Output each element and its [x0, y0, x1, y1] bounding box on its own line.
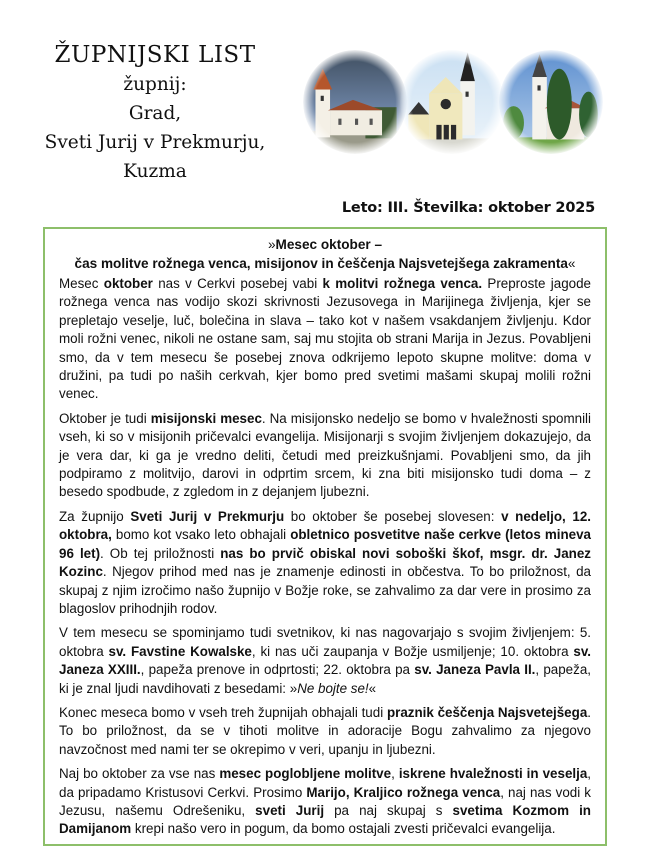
text-run: , naj nas vodi k Jezusu, našemu Odrešeniku,: [59, 784, 591, 818]
bold-text-run: sv. Favstine Kowalske: [108, 643, 252, 659]
bold-text-run: svetima Kozmom in Damijanom: [59, 802, 591, 837]
article-box: [43, 227, 607, 846]
bold-text-run: misijonski mesec: [150, 410, 262, 426]
heading-line-1: Mesec oktober –: [275, 237, 383, 252]
masthead: [30, 40, 280, 186]
issue-info: Leto: III. Številka: oktober 2025: [341, 200, 595, 216]
bold-text-run: praznik češčenja Najsvetejšega: [386, 704, 588, 720]
church-grad-photo: [303, 50, 407, 154]
bold-text-run: sveti Jurij: [255, 802, 325, 818]
bold-text-run: sv. Janeza XXIII.: [59, 643, 591, 678]
text-run: , papeža prenove in odprtosti; 22. oktobra pa: [140, 662, 415, 678]
bold-text-run: Sveti Jurij v Prekmurju: [130, 508, 285, 524]
text-run: «: [368, 680, 377, 696]
parish-sveti-jurij: Sveti Jurij v Prekmurju,: [44, 132, 266, 153]
text-run: ,: [391, 766, 399, 782]
church-kuzma-photo: [499, 50, 603, 154]
church-sveti-jurij-image: [400, 50, 504, 154]
text-run: Oktober je tudi: [59, 410, 151, 426]
text-run: V tem mesecu se spominjamo tudi svetnikov, ki nas nagovarjajo s svojim življenjem: 5. oktobra: [59, 625, 591, 659]
newsletter-title: ŽUPNIJSKI LIST: [54, 42, 256, 68]
text-run: bo oktober še posebej slovesen:: [284, 508, 502, 524]
bold-text-run: oktober: [103, 276, 153, 291]
paragraph-adoration: [59, 704, 591, 759]
bold-text-run: v nedeljo, 12. oktobra,: [59, 508, 591, 543]
article-heading: [59, 235, 591, 273]
text-run: nas v Cerkvi posebej vabi: [152, 276, 323, 291]
paragraph-saints: [59, 624, 591, 698]
bold-text-run: mesec poglobljene molitve: [219, 766, 392, 782]
text-run: . Ob tej priložnosti: [100, 545, 221, 561]
text-run: Preproste jagode rožnega venca nas vodijo skozi skrivnosti Jezusovega in Marijinega življenja, kjer se prepletajo veselje, luč, bolečina in slava – tako kot v našem vsakdanjem življenju. Kdor moli rožni venec, nikoli ne ostane sam, saj mu stojita ob strani Marija in Jezus. Povabljeni smo, da v tem mesecu še posebej znova odkrijemo lepoto skupne molitve: doma v družini, pa tudi po naših cerkvah, kjer bomo pred svetimi mašami skupaj molili rožni venec.: [59, 276, 591, 402]
text-run: , da pripadamo Kristusovi Cerkvi. Prosimo: [59, 766, 592, 800]
bold-text-run: sv. Janeza Pavla II.: [414, 662, 536, 678]
text-run: Mesec: [59, 276, 104, 291]
text-run: Konec meseca bomo v vseh treh župnijah obhajali tudi: [59, 704, 387, 720]
church-kuzma-image: [499, 50, 603, 154]
text-run: , papeža, ki je znal ljudi navdihovati z besedami: »: [59, 662, 591, 696]
parishes-label: župnij:: [123, 74, 187, 95]
church-photos: [303, 50, 603, 160]
parish-kuzma: Kuzma: [123, 161, 187, 182]
bold-text-run: k molitvi rožnega venca.: [322, 276, 483, 291]
text-run: krepi našo vero in pogum, da bomo ostajali zvesti pričevalci evangelija.: [131, 821, 556, 837]
bold-text-run: Marijo, Kraljico rožnega venca: [306, 784, 501, 800]
paragraph-anniversary: [59, 508, 591, 618]
heading-close-quote: «: [567, 256, 576, 271]
church-sveti-jurij-photo: [400, 50, 504, 154]
italic-text-run: Ne bojte se!: [297, 680, 369, 696]
parish-grad: Grad,: [128, 103, 182, 124]
church-grad-image: [303, 50, 407, 154]
paragraph-missions: [59, 410, 591, 502]
text-run: Za župnijo: [59, 508, 131, 524]
text-run: pa naj skupaj s: [324, 802, 453, 818]
bold-text-run: obletnico posvetitve naše cerkve (letos mineva 96 let): [59, 527, 591, 561]
bold-text-run: iskrene hvaležnosti in veselja: [398, 766, 588, 782]
text-run: . Na misijonsko nedeljo se bomo v hvaležnosti spomnili vseh, ki so v misijonih pričevalci evangelija. Misijonarji s svojim življenjem dokazujejo, da je vera dar, ki ga je vredno deliti, četudi med preizkušnjami. Povabljeni smo, da jih podpiramo z molitvijo, darovi in odprtim srcem, ki zna biti misijonsko tudi doma – z besedo spodbude, z zgledom in z dejanjem ljubezni.: [59, 410, 591, 500]
paragraph-closing: [59, 765, 591, 839]
heading-open-quote: »: [267, 237, 276, 252]
text-run: . To bo priložnost, da se v tihoti molitve in adoracije Bogu zahvalimo za njegovo navzočnost med nami ter se okrepimo v veri, upanju in ljubezni.: [59, 704, 591, 757]
text-run: . Njegov prihod med nas je znamenje edinosti in občestva. To bo priložnost, da skupaj z njim izročimo našo župnijo v Božje roke, se zahvalimo za dar vere in prosimo za blagoslov prihodnjih rodov.: [59, 564, 591, 616]
text-run: , ki nas uči zaupanja v Božje usmiljenje; 10. oktobra: [251, 643, 574, 659]
bold-text-run: nas bo prvič obiskal novi soboški škof, msgr. dr. Janez Kozinc: [59, 545, 591, 580]
heading-line-2: čas molitve rožnega venca, misijonov in češčenja Najsvetejšega zakramenta: [74, 256, 568, 271]
paragraph-rosary: [59, 275, 591, 404]
text-run: Naj bo oktober za vse nas: [59, 766, 220, 782]
text-run: bomo kot vsako leto obhajali: [111, 527, 291, 543]
